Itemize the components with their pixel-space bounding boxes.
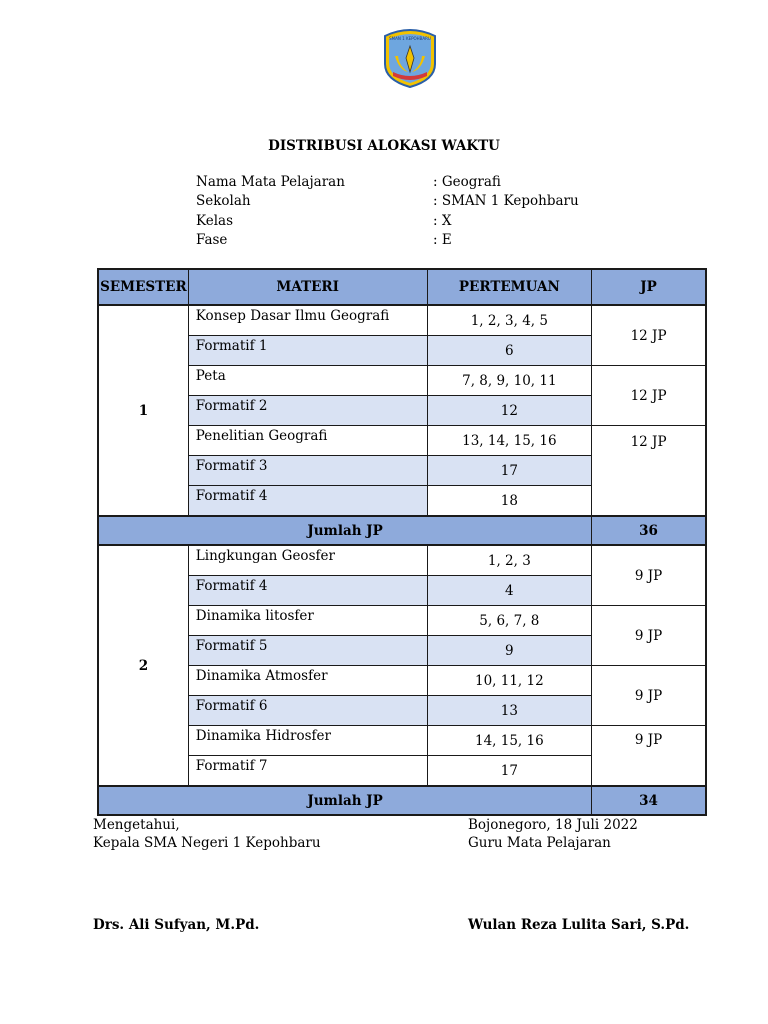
jp-cell: 12 JP [592,426,706,517]
total-value: 34 [592,786,706,815]
materi-cell: Penelitian Geografi [188,426,427,456]
table-row [98,606,706,636]
table-row [98,726,706,756]
table-row [98,545,706,576]
materi-cell: Formatif 2 [188,396,427,426]
materi-cell: Dinamika litosfer [188,606,427,636]
semester-1-cell: 1 [98,305,188,516]
info-value-class: : X [433,212,451,231]
jp-cell: 9 JP [592,545,706,606]
total-value: 36 [592,516,706,545]
pertemuan-cell: 10, 11, 12 [427,666,592,696]
materi-cell: Formatif 7 [188,756,427,787]
total-row-semester-2 [98,786,706,815]
teacher-name: Wulan Reza Lulita Sari, S.Pd. [468,917,690,933]
materi-cell: Formatif 1 [188,336,427,366]
header-pertemuan: PERTEMUAN [427,269,592,305]
header-jp: JP [592,269,706,305]
materi-cell: Formatif 4 [188,576,427,606]
principal-name: Drs. Ali Sufyan, M.Pd. [93,917,260,933]
pertemuan-cell: 9 [427,636,592,666]
pertemuan-cell: 4 [427,576,592,606]
total-label: Jumlah JP [98,516,592,545]
pertemuan-cell: 18 [427,486,592,517]
signature-block-principal [93,816,321,852]
principal-title: Kepala SMA Negeri 1 Kepohbaru [93,835,321,851]
place-date: Bojonegoro, 18 Juli 2022 [468,817,638,833]
info-label-subject: Nama Mata Pelajaran [196,174,345,190]
time-allocation-table [97,268,707,816]
pertemuan-cell: 13 [427,696,592,726]
info-value-subject: : Geografi [433,173,501,192]
pertemuan-cell: 7, 8, 9, 10, 11 [427,366,592,396]
jp-cell: 9 JP [592,666,706,726]
pertemuan-cell: 12 [427,396,592,426]
pertemuan-cell: 17 [427,756,592,787]
table-row [98,666,706,696]
pertemuan-cell: 5, 6, 7, 8 [427,606,592,636]
materi-cell: Formatif 5 [188,636,427,666]
jp-cell: 9 JP [592,606,706,666]
total-row-semester-1 [98,516,706,545]
materi-cell: Formatif 4 [188,486,427,517]
signature-block-teacher [468,816,638,852]
materi-cell: Peta [188,366,427,396]
info-label-class: Kelas [196,212,234,229]
materi-cell: Formatif 3 [188,456,427,486]
materi-cell: Dinamika Hidrosfer [188,726,427,756]
acknowledgement-text: Mengetahui, [93,817,180,833]
info-value-phase: : E [433,231,452,250]
total-label: Jumlah JP [98,786,592,815]
table-row [98,366,706,396]
pertemuan-cell: 14, 15, 16 [427,726,592,756]
emblem-lettering: SMAN 1 KEPOHBARU [389,36,431,41]
pertemuan-cell: 6 [427,336,592,366]
subject-info [196,173,596,250]
semester-2-cell: 2 [98,545,188,786]
school-emblem-logo [381,26,439,88]
info-label-phase: Fase [196,231,228,248]
pertemuan-cell: 1, 2, 3 [427,545,592,576]
jp-cell: 9 JP [592,726,706,787]
jp-cell: 12 JP [592,305,706,366]
header-materi: MATERI [188,269,427,305]
table-row [98,305,706,336]
header-semester: SEMESTER [98,269,188,305]
materi-cell: Lingkungan Geosfer [188,545,427,576]
materi-cell: Dinamika Atmosfer [188,666,427,696]
pertemuan-cell: 17 [427,456,592,486]
table-row [98,426,706,456]
info-value-school: : SMAN 1 Kepohbaru [433,192,579,211]
pertemuan-cell: 13, 14, 15, 16 [427,426,592,456]
pertemuan-cell: 1, 2, 3, 4, 5 [427,305,592,336]
materi-cell: Formatif 6 [188,696,427,726]
teacher-title: Guru Mata Pelajaran [468,835,611,851]
materi-cell: Konsep Dasar Ilmu Geografi [188,305,427,336]
info-label-school: Sekolah [196,193,251,210]
document-title: DISTRIBUSI ALOKASI WAKTU [268,138,500,154]
jp-cell: 12 JP [592,366,706,426]
